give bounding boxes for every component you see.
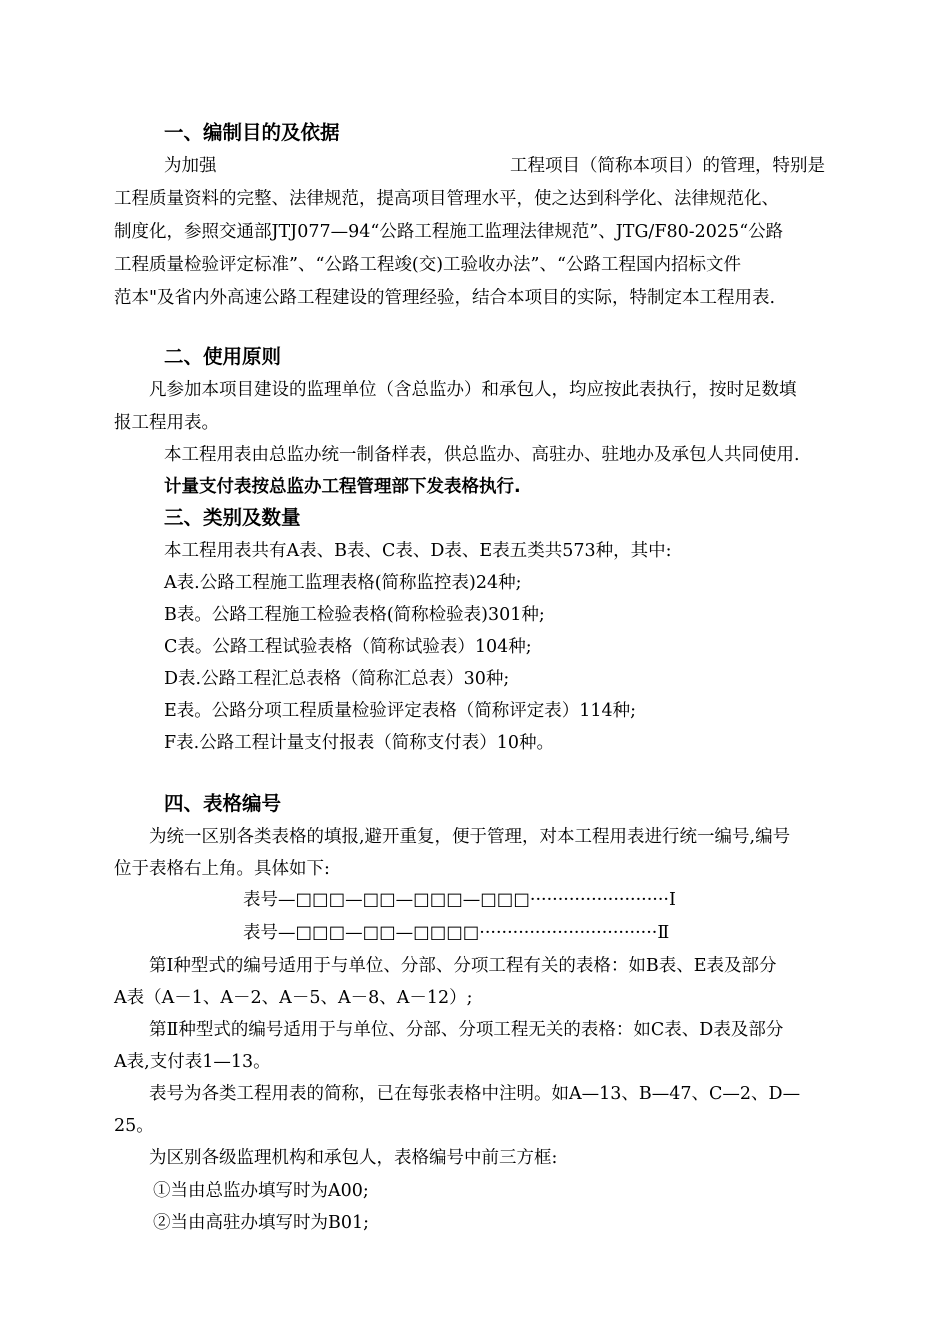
text-line: 为区别各级监理机构和承包人，表格编号中前三方框: [149,1148,558,1168]
text-line: A表,支付表1—13。 [114,1052,271,1072]
list-item: ②当由高驻办填写时为B01; [153,1213,370,1233]
section-heading-2: 二、使用原则 [164,345,282,368]
text-line: 凡参加本项目建设的监理单位（含总监办）和承包人，均应按此表执行，按时足数填 [149,380,797,400]
text-line: 工程质量检验评定标准”、“公路工程竣(交)工验收办法”、“公路工程国内招标文件 [114,255,741,275]
section-heading-1: 一、编制目的及依据 [164,121,340,144]
text-line: 报工程用表。 [114,413,219,433]
text-line: F表.公路工程计量支付报表（简称支付表）10种。 [164,733,554,753]
list-item: ①当由总监办填写时为A00; [153,1181,369,1201]
text-line: 位于表格右上角。具体如下: [114,859,330,879]
text-line: 本工程用表共有A表、B表、C表、D表、E表五类共573种，其中: [164,541,672,561]
code-format-line: 表号—□□□—□□—□□□—□□□·························I [243,890,676,910]
text-line: 表号为各类工程用表的简称，已在每张表格中注明。如A—13、B—47、C—2、D— [149,1084,801,1104]
text-line: 第Ⅰ种型式的编号适用于与单位、分部、分项工程有关的表格：如B表、E表及部分 [149,956,777,976]
text-line: 为加强 [164,156,217,176]
text-line: 制度化，参照交通部JTJ077—94“公路工程施工监理法律规范”、JTG/F80-2025“公路 [114,222,784,242]
text-line: E表。公路分项工程质量检验评定表格（简称评定表）114种; [164,701,637,721]
text-line: A表（A－1、A－2、A－5、A－8、A－12）; [114,988,473,1008]
text-line: 为统一区别各类表格的填报,避开重复，便于管理，对本工程用表进行统一编号,编号 [149,827,791,847]
text-line: A表.公路工程施工监理表格(简称监控表)24种; [164,573,522,593]
text-line: B表。公路工程施工检验表格(简称检验表)301种; [164,605,545,625]
code-format-line: 表号—□□□—□□—□□□□································Ⅱ [243,923,670,943]
text-line: 本工程用表由总监办统一制备样表，供总监办、高驻办、驻地办及承包人共同使用. [164,445,800,465]
section-heading-3: 三、类别及数量 [164,506,301,529]
text-line: 25。 [114,1116,154,1136]
text-line: 第Ⅱ种型式的编号适用于与单位、分部、分项工程无关的表格：如C表、D表及部分 [149,1020,784,1040]
text-line: 工程质量资料的完整、法律规范，提高项目管理水平，使之达到科学化、法律规范化、 [114,189,779,209]
text-line: D表.公路工程汇总表格（简称汇总表）30种; [164,669,510,689]
text-line: C表。公路工程试验表格（简称试验表）104种; [164,637,532,657]
section-heading-4: 四、表格编号 [164,792,282,815]
text-line: 范本"及省内外高速公路工程建设的管理经验，结合本项目的实际，特制定本工程用表. [114,288,776,308]
text-line: 工程项目（简称本项目）的管理，特别是 [510,156,825,176]
text-line-bold: 计量支付表按总监办工程管理部下发表格执行. [164,477,521,497]
